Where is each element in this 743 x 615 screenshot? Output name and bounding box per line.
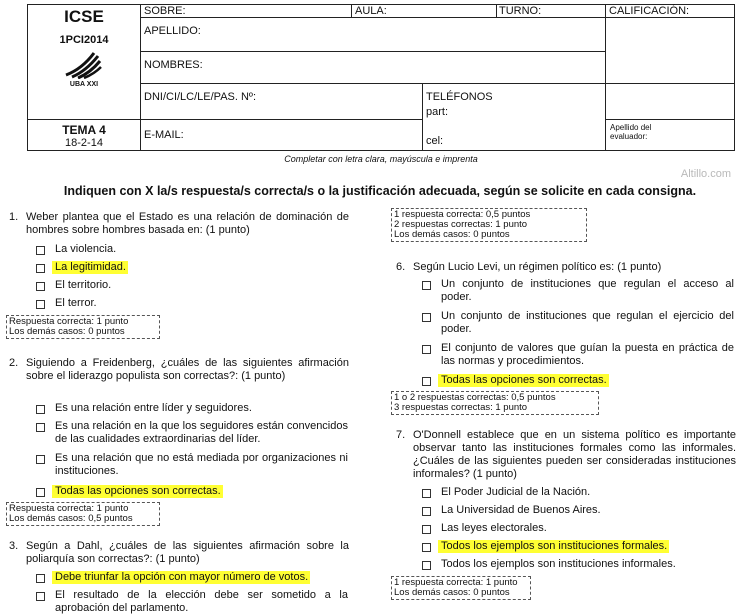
uba-logo-icon	[64, 49, 102, 79]
aula-field: AULA:	[355, 5, 387, 17]
q7-score-box: 1 respuesta correcta: 1 punto Los demás casos: 0 puntos	[391, 576, 531, 600]
q1-score-box: Respuesta correcta: 1 punto Los demás casos: 0 puntos	[6, 315, 160, 339]
part-field: part:	[426, 106, 449, 118]
checkbox-icon[interactable]	[36, 264, 45, 273]
question-6: 6. Según Lucio Levi, un régimen político es: (1 punto)	[396, 261, 736, 274]
cel-field: cel:	[426, 135, 444, 147]
q6-option-3[interactable]: El conjunto de valores que guían la puesta en práctica de las normas y procedimientos.	[422, 342, 734, 370]
q2-option-2[interactable]: Es una relación en la que los seguidores están convencidos de las cualidades extraordinarias del líder.	[36, 420, 348, 448]
checkbox-icon[interactable]	[422, 345, 431, 354]
tema-label: TEMA 4	[62, 123, 106, 137]
checkbox-icon[interactable]	[422, 507, 431, 516]
checkbox-icon[interactable]	[36, 574, 45, 583]
fill-instruction-note: Completar con letra clara, mayúscula e imprenta	[284, 154, 478, 164]
checkbox-icon[interactable]	[36, 455, 45, 464]
question-6-text: Según Lucio Levi, un régimen político es: (1 punto)	[413, 261, 662, 273]
course-code: 1PCI2014	[59, 34, 109, 46]
q2-score-box: Respuesta correcta: 1 punto Los demás casos: 0,5 puntos	[6, 502, 160, 526]
turno-field: TURNO:	[499, 5, 542, 17]
question-7-text: O'Donnell establece que en un sistema político es importante observar tanto las instituciones formales como las informales. ¿Cuáles de las siguientes pueden ser consideradas instituciones informales? (1 punto)	[413, 429, 736, 480]
evaluador-field: Apellido del evaluador:	[610, 123, 652, 141]
checkbox-icon[interactable]	[422, 489, 431, 498]
question-1: 1. Weber plantea que el Estado es una relación de dominación de hombres sobre hombres basada en: (1 punto)	[9, 211, 349, 236]
q5-score-box: 1 respuesta correcta: 0,5 puntos 2 respuestas correctas: 1 punto Los demás casos: 0 puntos	[391, 208, 587, 242]
question-3-text: Según a Dahl, ¿cuáles de las siguientes afirmación sobre la poliarquía son correctas?: (1 punto)	[26, 540, 349, 565]
dni-field: DNI/CI/LC/LE/PAS. Nº:	[144, 91, 257, 103]
question-7: 7. O'Donnell establece que en un sistema político es importante observar tanto las instituciones formales como las informales. ¿Cuáles de las siguientes pueden ser consideradas instituciones informales? (1 punto)	[396, 429, 736, 480]
exam-header	[27, 4, 735, 151]
q3-option-2[interactable]: El resultado de la elección debe ser sometido a la aprobación del parlamento.	[36, 589, 348, 615]
calificacion-field: CALIFICACIÓN:	[609, 5, 690, 17]
checkbox-icon[interactable]	[422, 543, 431, 552]
checkbox-icon[interactable]	[422, 561, 431, 570]
q6-option-2[interactable]: Un conjunto de instituciones que regulan el ejercicio del poder.	[422, 310, 734, 338]
question-3: 3. Según a Dahl, ¿cuáles de las siguientes afirmación sobre la poliarquía son correctas?: (1 punto)	[9, 540, 349, 565]
checkbox-icon[interactable]	[36, 282, 45, 291]
checkbox-icon[interactable]	[36, 592, 45, 601]
checkbox-icon[interactable]	[422, 281, 431, 290]
school-name: ICSE	[64, 7, 104, 26]
apellido-field: APELLIDO:	[144, 25, 201, 37]
checkbox-icon[interactable]	[36, 246, 45, 255]
question-2-text: Siguiendo a Freidenberg, ¿cuáles de las siguientes afirmación sobre el liderazgo populista son correctas?: (1 punto)	[26, 357, 349, 382]
q6-option-1[interactable]: Un conjunto de instituciones que regulan el acceso al poder.	[422, 278, 734, 306]
sobre-field: SOBRE:	[144, 5, 186, 17]
checkbox-icon[interactable]	[422, 313, 431, 322]
checkbox-icon[interactable]	[422, 377, 431, 386]
exam-instruction: Indiquen con X la/s respuesta/s correcta/s o la justificación adecuada, según se solicite en cada consigna.	[63, 184, 697, 198]
uba-label: UBA XXI	[69, 81, 99, 88]
email-field: E-MAIL:	[144, 129, 184, 141]
checkbox-icon[interactable]	[422, 525, 431, 534]
checkbox-icon[interactable]	[36, 300, 45, 309]
telefonos-label: TELÉFONOS	[426, 91, 493, 103]
checkbox-icon[interactable]	[36, 405, 45, 414]
checkbox-icon[interactable]	[36, 423, 45, 432]
q2-option-3[interactable]: Es una relación que no está mediada por organizaciones ni instituciones.	[36, 452, 348, 480]
q6-score-box: 1 o 2 respuestas correctas: 0,5 puntos 3 respuestas correctas: 1 punto	[391, 391, 599, 415]
question-2: 2. Siguiendo a Freidenberg, ¿cuáles de las siguientes afirmación sobre el liderazgo populista son correctas?: (1 punto)	[9, 357, 349, 382]
nombres-field: NOMBRES:	[144, 59, 203, 71]
exam-date: 18-2-14	[65, 137, 103, 149]
question-1-text: Weber plantea que el Estado es una relación de dominación de hombres sobre hombres basada en: (1 punto)	[26, 211, 349, 236]
checkbox-icon[interactable]	[36, 488, 45, 497]
watermark: Altillo.com	[680, 168, 731, 180]
